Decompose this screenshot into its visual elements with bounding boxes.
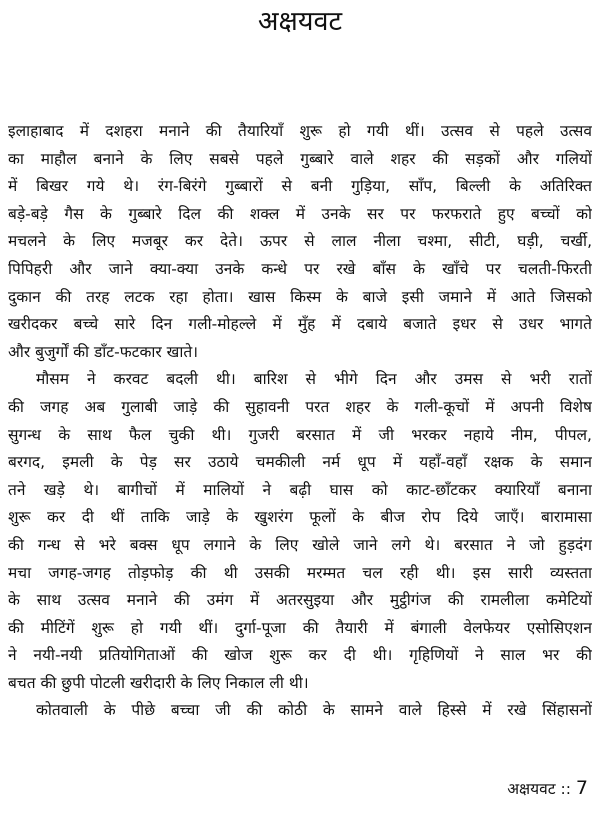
text-line: की मीटिंगें शुरू हो गयी थीं। दुर्गा-पूजा की तैयारी में बंगाली वेलफेयर एसोसिएशन xyxy=(8,618,592,637)
page-title: अक्षयवट xyxy=(257,6,343,37)
text-line: में बिखर गये थे। रंग-बिरंगे गुब्बारों से बनी गुड़िया, साँप, बिल्ली के अतिरिक्त xyxy=(8,177,592,196)
text-line: शुरू कर दी थीं ताकि जाड़े के खुशरंग फूलों के बीज रोप दिये जाएँ। बारामासा xyxy=(8,508,592,527)
text-line: का माहौल बनाने के लिए सबसे पहले गुब्बारे वाले शहर की सड़कों और गलियों xyxy=(8,149,592,168)
text-line: मचा जगह-जगह तोड़फोड़ की थी उसकी मरम्मत चल रही थी। इस सारी व्यस्तता xyxy=(8,563,592,582)
text-line: खरीदकर बच्चे सारे दिन गली-मोहल्ले में मुँह में दबाये बजाते इधर से उधर भागते xyxy=(8,315,592,334)
text-line: बरगद, इमली के पेड़ सर उठाये चमकीली नर्म धूप में यहाँ-वहाँ रक्षक के समान xyxy=(8,453,592,472)
page-number: 7 xyxy=(575,777,588,799)
text-line: कोतवाली के पीछे बच्चा जी की कोठी के सामने वाले हिस्से में रखे सिंहासनों xyxy=(36,701,592,720)
text-line: की गन्ध से भरे बक्स धूप लगाने के लिए खोले जाने लगे थे। बरसात ने जो हुड़दंग xyxy=(8,535,592,554)
text-line: तने खड़े थे। बागीचों में मालियों ने बढ़ी घास को काट-छाँटकर क्यारियाँ बनाना xyxy=(8,480,592,499)
text-line: पिपिहरी और जाने क्या-क्या उनके कन्धे पर रखे बाँस के खाँचे पर चलती-फिरती xyxy=(8,259,592,278)
text-line: मौसम ने करवट बदली थी। बारिश से भीगे दिन और उमस से भरी रातों xyxy=(36,370,592,389)
text-line: की जगह अब गुलाबी जाड़े की सुहावनी परत शहर के गली-कूचों में अपनी विशेष xyxy=(8,397,592,416)
text-line: दुकान की तरह लटक रहा होता। खास किस्म के बाजे इसी जमाने में आते जिसको xyxy=(8,287,592,306)
text-line: इलाहाबाद में दशहरा मनाने की तैयारियाँ शुरू हो गयी थीं। उत्सव से पहले उत्सव xyxy=(8,122,592,140)
text-line: बड़े-बड़े गैस के गुब्बारे दिल की शक्ल में उनके सर पर फरफराते हुए बच्चों को xyxy=(8,204,592,223)
body-text xyxy=(8,118,592,725)
text-line: सुगन्ध के साथ फैल चुकी थी। गुजरी बरसात में जी भरकर नहाये नीम, पीपल, xyxy=(8,425,592,444)
text-line: और बुजुर्गों की डाँट-फटकार खाते। xyxy=(8,342,199,361)
text-line: बचत की छुपी पोटली खरीदारी के लिए निकाल ली थी। xyxy=(8,673,309,692)
page-footer xyxy=(507,776,588,801)
text-line: के साथ उत्सव मनाने की उमंग में अतरसुइया और मुट्ठीगंज की रामलीला कमेटियों xyxy=(8,591,592,610)
running-title: अक्षयवट :: xyxy=(507,780,571,798)
text-line: ने नयी-नयी प्रतियोगिताओं की खोज शुरू कर दी थी। गृहिणियों ने साल भर की xyxy=(8,646,592,665)
text-line: मचलने के लिए मजबूर कर देते। ऊपर से लाल नीला चश्मा, सीटी, घड़ी, चर्खी, xyxy=(8,232,592,251)
